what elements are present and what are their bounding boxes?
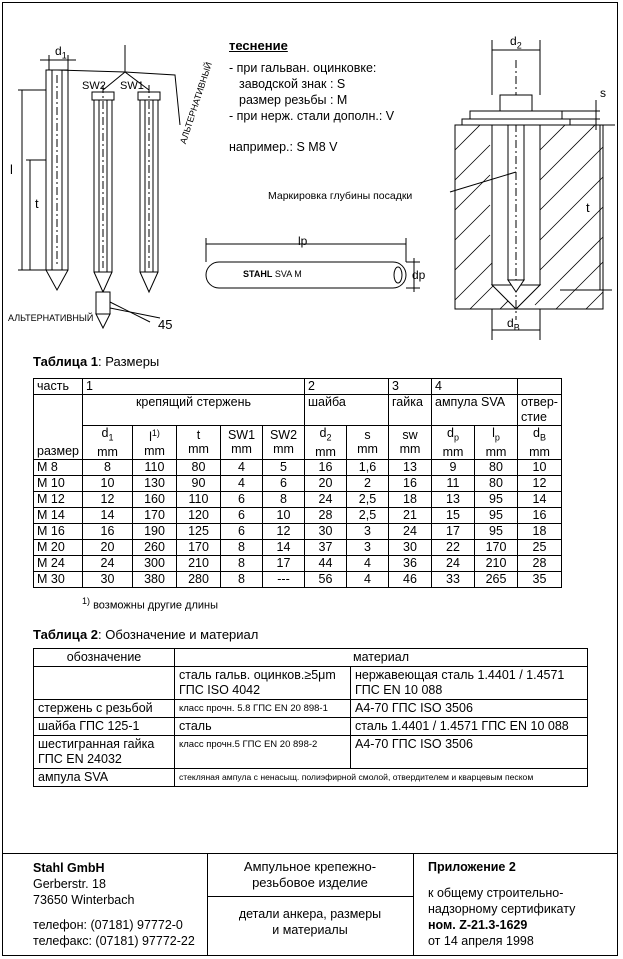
description-line: и материалы — [272, 923, 348, 937]
value-cell: 14 — [518, 491, 562, 507]
group-name: крепящий стержень — [83, 395, 305, 426]
value-cell: 130 — [133, 475, 177, 491]
unit: mm — [144, 444, 165, 459]
footer-mid-divider — [207, 896, 413, 897]
value-cell: 37 — [305, 539, 347, 555]
value-cell: 8 — [263, 491, 305, 507]
size-label: размер — [34, 426, 83, 460]
sheet-description — [207, 906, 413, 938]
table-row — [34, 539, 562, 555]
certificate-number: ном. Z-21.3-1629 — [428, 918, 528, 932]
value-cell: 8 — [83, 459, 133, 475]
sw1-label: SW1 — [120, 80, 144, 92]
value-cell: 10 — [518, 459, 562, 475]
group-number: 4 — [432, 379, 518, 395]
group-name: шайба — [305, 395, 389, 426]
designation: шестигранная гайка ГПС EN 24032 — [34, 736, 175, 769]
value-cell: 4 — [347, 571, 389, 587]
value-cell: 2 — [347, 475, 389, 491]
value-cell: 35 — [518, 571, 562, 587]
table1-caption-bold: Таблица 1 — [33, 354, 99, 369]
t-right-label: t — [586, 200, 590, 215]
table-row — [34, 555, 562, 571]
company-phone: телефон: (07181) 97772-0 — [33, 918, 183, 932]
value-cell: 4 — [347, 555, 389, 571]
value-cell: --- — [263, 571, 305, 587]
group-name: гайка — [389, 395, 432, 426]
part-label: часть — [34, 379, 83, 395]
value-cell: 16 — [83, 523, 133, 539]
value-cell: 28 — [518, 555, 562, 571]
footnote-mark: 1) — [82, 596, 91, 606]
unit: mm — [357, 442, 378, 457]
d1-subscript: 1 — [61, 50, 67, 61]
value-cell: 380 — [133, 571, 177, 587]
materials-table — [33, 648, 588, 787]
table-row — [34, 523, 562, 539]
value-cell: 13 — [432, 491, 475, 507]
value-cell: 16 — [389, 475, 432, 491]
marking-list — [229, 60, 394, 124]
value-cell: 95 — [475, 523, 518, 539]
column-subscript: p — [494, 432, 500, 443]
value-cell: 6 — [221, 507, 263, 523]
group-number: 2 — [305, 379, 389, 395]
db-subscript: B — [513, 322, 520, 333]
sw2-label: SW2 — [82, 80, 106, 92]
column-subscript: B — [539, 432, 546, 443]
certificate-line: надзорному сертификату — [428, 902, 576, 916]
value-cell: 17 — [432, 523, 475, 539]
value-cell: 21 — [389, 507, 432, 523]
marking-line: заводской знак : S — [239, 77, 346, 91]
value-cell: 6 — [221, 523, 263, 539]
value-cell: 20 — [305, 475, 347, 491]
group-number: 3 — [389, 379, 432, 395]
table-row — [34, 475, 562, 491]
value-cell: 210 — [177, 555, 221, 571]
footer-divider — [2, 853, 618, 854]
value-cell: 6 — [263, 475, 305, 491]
value-cell: 190 — [133, 523, 177, 539]
table-row — [34, 507, 562, 523]
product-title — [207, 859, 413, 891]
unit: mm — [529, 444, 550, 459]
material-b: A4-70 ГПС ISO 3506 — [351, 700, 588, 718]
material-b: A4-70 ГПС ISO 3506 — [351, 736, 588, 769]
s-dimension-label: s — [600, 86, 606, 100]
value-cell: 30 — [83, 571, 133, 587]
value-cell: 9 — [432, 459, 475, 475]
column-subscript: 2 — [326, 432, 332, 443]
value-cell: 12 — [518, 475, 562, 491]
dp-label: dp — [412, 268, 426, 282]
value-cell: 10 — [83, 475, 133, 491]
value-cell: 22 — [432, 539, 475, 555]
appendix-title: Приложение 2 — [428, 860, 516, 874]
table-row — [34, 700, 588, 718]
value-cell: 110 — [177, 491, 221, 507]
value-cell: 11 — [432, 475, 475, 491]
table-row — [34, 736, 588, 769]
unit: mm — [442, 444, 464, 459]
unit: mm — [231, 442, 252, 457]
t-dimension-label: t — [35, 196, 39, 211]
value-cell: 90 — [177, 475, 221, 491]
value-cell: 6 — [221, 491, 263, 507]
column-header: d — [533, 426, 540, 440]
marking-line: - при гальван. оцинковке: — [229, 61, 377, 75]
size-cell: M 16 — [34, 523, 83, 539]
value-cell: 170 — [475, 539, 518, 555]
value-cell: 265 — [475, 571, 518, 587]
value-cell: 5 — [263, 459, 305, 475]
value-cell: 56 — [305, 571, 347, 587]
value-cell: 170 — [133, 507, 177, 523]
value-cell: 3 — [347, 539, 389, 555]
value-cell: 8 — [221, 539, 263, 555]
value-cell: 95 — [475, 491, 518, 507]
db-label: d — [507, 316, 514, 330]
material-a: класс прочн.5 ГПС EN 20 898-2 — [175, 736, 351, 769]
group-name: ампула SVA — [432, 395, 518, 426]
d1-label: d — [55, 44, 62, 58]
unit: mm — [485, 444, 507, 459]
value-cell: 3 — [347, 523, 389, 539]
value-cell: 80 — [177, 459, 221, 475]
value-cell: 20 — [83, 539, 133, 555]
dimensions-table — [33, 378, 562, 588]
group-number — [518, 379, 562, 395]
value-cell: 8 — [221, 571, 263, 587]
value-cell: 1,6 — [347, 459, 389, 475]
designation: стержень с резьбой — [34, 700, 175, 718]
material-a: сталь — [175, 718, 351, 736]
size-cell: M 24 — [34, 555, 83, 571]
value-cell: 24 — [389, 523, 432, 539]
capsule-brand: STAHL — [243, 269, 273, 279]
unit: mm — [273, 442, 294, 457]
size-cell: M 20 — [34, 539, 83, 555]
value-cell: 12 — [263, 523, 305, 539]
material-header: материал — [175, 649, 588, 667]
company-city: 73650 Winterbach — [33, 893, 135, 907]
value-cell: 2,5 — [347, 491, 389, 507]
marking-example: например.: S M8 V — [229, 140, 338, 154]
table-header-row — [34, 426, 562, 460]
value-cell: 110 — [133, 459, 177, 475]
value-cell: 10 — [263, 507, 305, 523]
technical-drawing — [0, 0, 623, 345]
value-cell: 46 — [389, 571, 432, 587]
certificate-line: к общему строительно- — [428, 886, 564, 900]
value-cell: 210 — [475, 555, 518, 571]
table1-caption: : Размеры — [98, 354, 160, 369]
table2-caption: : Обозначение и материал — [98, 627, 259, 642]
material-stainless: нержавеющая сталь 1.4401 / 1.4571 ГПС EN 10 088 — [351, 667, 588, 700]
value-cell: 33 — [432, 571, 475, 587]
column-header: d — [319, 426, 327, 440]
footer-col-divider — [413, 853, 414, 956]
unit: mm — [97, 444, 118, 459]
value-cell: 300 — [133, 555, 177, 571]
group-number: 1 — [83, 379, 305, 395]
material-b: сталь 1.4401 / 1.4571 ГПС EN 10 088 — [351, 718, 588, 736]
value-cell: 24 — [432, 555, 475, 571]
value-cell: 13 — [389, 459, 432, 475]
value-cell: 4 — [221, 475, 263, 491]
value-cell: 16 — [518, 507, 562, 523]
company-name: Stahl GmbH — [33, 861, 105, 875]
angle-label: 45 — [158, 317, 173, 332]
material-galvanized: сталь гальв. оцинков.≥5μm ГПС ISO 4042 — [175, 667, 351, 700]
lp-label: lp — [298, 234, 308, 248]
value-cell: 24 — [83, 555, 133, 571]
designation: ампула SVA — [34, 769, 175, 787]
table-row — [34, 395, 562, 426]
unit: mm — [399, 442, 421, 457]
size-cell: M 14 — [34, 507, 83, 523]
value-cell: 80 — [475, 459, 518, 475]
alternative-bottom-label: АЛЬТЕРНАТИВНЫЙ — [8, 313, 94, 323]
column-subscript: p — [453, 432, 459, 443]
value-cell: 160 — [133, 491, 177, 507]
column-header: l — [492, 426, 495, 440]
value-cell: 80 — [475, 475, 518, 491]
unit: mm — [188, 442, 209, 457]
value-cell: 18 — [518, 523, 562, 539]
value-cell: 4 — [221, 459, 263, 475]
column-header: s — [364, 428, 371, 443]
size-cell: M 12 — [34, 491, 83, 507]
value-cell: 36 — [389, 555, 432, 571]
product-line: Ампульное крепежно- — [243, 859, 377, 874]
table2-caption-bold: Таблица 2 — [33, 627, 99, 642]
capsule-type: SVA M — [274, 269, 302, 279]
designation: шайба ГПС 125-1 — [34, 718, 175, 736]
column-header: SW2 — [269, 428, 298, 443]
certificate-date: от 14 апреля 1998 — [428, 934, 534, 948]
designation-header: обозначение — [34, 649, 175, 667]
value-cell: 260 — [133, 539, 177, 555]
value-cell: 15 — [432, 507, 475, 523]
column-header: sw — [402, 428, 418, 443]
value-cell: 2,5 — [347, 507, 389, 523]
column-header: d — [101, 426, 109, 440]
company-street: Gerberstr. 18 — [33, 877, 106, 891]
table-row — [34, 491, 562, 507]
value-cell: 18 — [389, 491, 432, 507]
value-cell: 28 — [305, 507, 347, 523]
value-cell: 24 — [305, 491, 347, 507]
value-cell: 170 — [177, 539, 221, 555]
table-row — [34, 379, 562, 395]
table-row — [34, 459, 562, 475]
material-full: стекляная ампула с ненасыщ. полиэфирной смолой, отвердителем и кварцевым песком — [175, 769, 588, 787]
depth-mark-label: Маркировка глубины посадки — [268, 190, 413, 202]
value-cell: 95 — [475, 507, 518, 523]
value-cell: 16 — [305, 459, 347, 475]
value-cell: 25 — [518, 539, 562, 555]
column-header: SW1 — [227, 428, 256, 443]
marking-line: - при нерж. стали дополн.: V — [229, 109, 395, 123]
size-cell: M 8 — [34, 459, 83, 475]
material-a: класс прочн. 5.8 ГПС EN 20 898-1 — [175, 700, 351, 718]
group-name: отвер-стие — [518, 395, 562, 426]
value-cell: 280 — [177, 571, 221, 587]
d2-subscript: 2 — [516, 40, 522, 51]
table-row — [34, 718, 588, 736]
table-header-row — [34, 649, 588, 667]
column-header: t — [196, 428, 201, 443]
description-line: детали анкера, размеры — [238, 907, 382, 921]
column-header: d — [447, 426, 454, 440]
value-cell: 120 — [177, 507, 221, 523]
alternative-vertical-label: АЛЬТЕРНАТИВНЫЙ — [178, 60, 214, 146]
value-cell: 44 — [305, 555, 347, 571]
column-subscript: 1) — [151, 428, 160, 439]
value-cell: 12 — [83, 491, 133, 507]
value-cell: 17 — [263, 555, 305, 571]
size-cell: M 30 — [34, 571, 83, 587]
column-subscript: 1 — [108, 432, 114, 443]
product-line: резьбовое изделие — [252, 875, 368, 890]
column-header: l — [149, 430, 152, 445]
value-cell: 30 — [305, 523, 347, 539]
l-dimension-label: l — [10, 162, 13, 177]
value-cell: 14 — [263, 539, 305, 555]
marking-line: размер резьбы : M — [239, 93, 348, 107]
appendix-block — [428, 859, 575, 949]
marking-title: теснение — [229, 38, 288, 53]
footnote: возможны другие длины — [93, 599, 218, 612]
company-fax: телефакс: (07181) 97772-22 — [33, 934, 195, 948]
value-cell: 30 — [389, 539, 432, 555]
company-block — [33, 860, 134, 908]
unit: mm — [315, 444, 336, 459]
value-cell: 8 — [221, 555, 263, 571]
table-row — [34, 769, 588, 787]
value-cell: 125 — [177, 523, 221, 539]
value-cell: 14 — [83, 507, 133, 523]
contact-block — [33, 917, 195, 949]
table-row — [34, 667, 588, 700]
d2-label: d — [510, 34, 517, 48]
table-row — [34, 571, 562, 587]
size-cell: M 10 — [34, 475, 83, 491]
